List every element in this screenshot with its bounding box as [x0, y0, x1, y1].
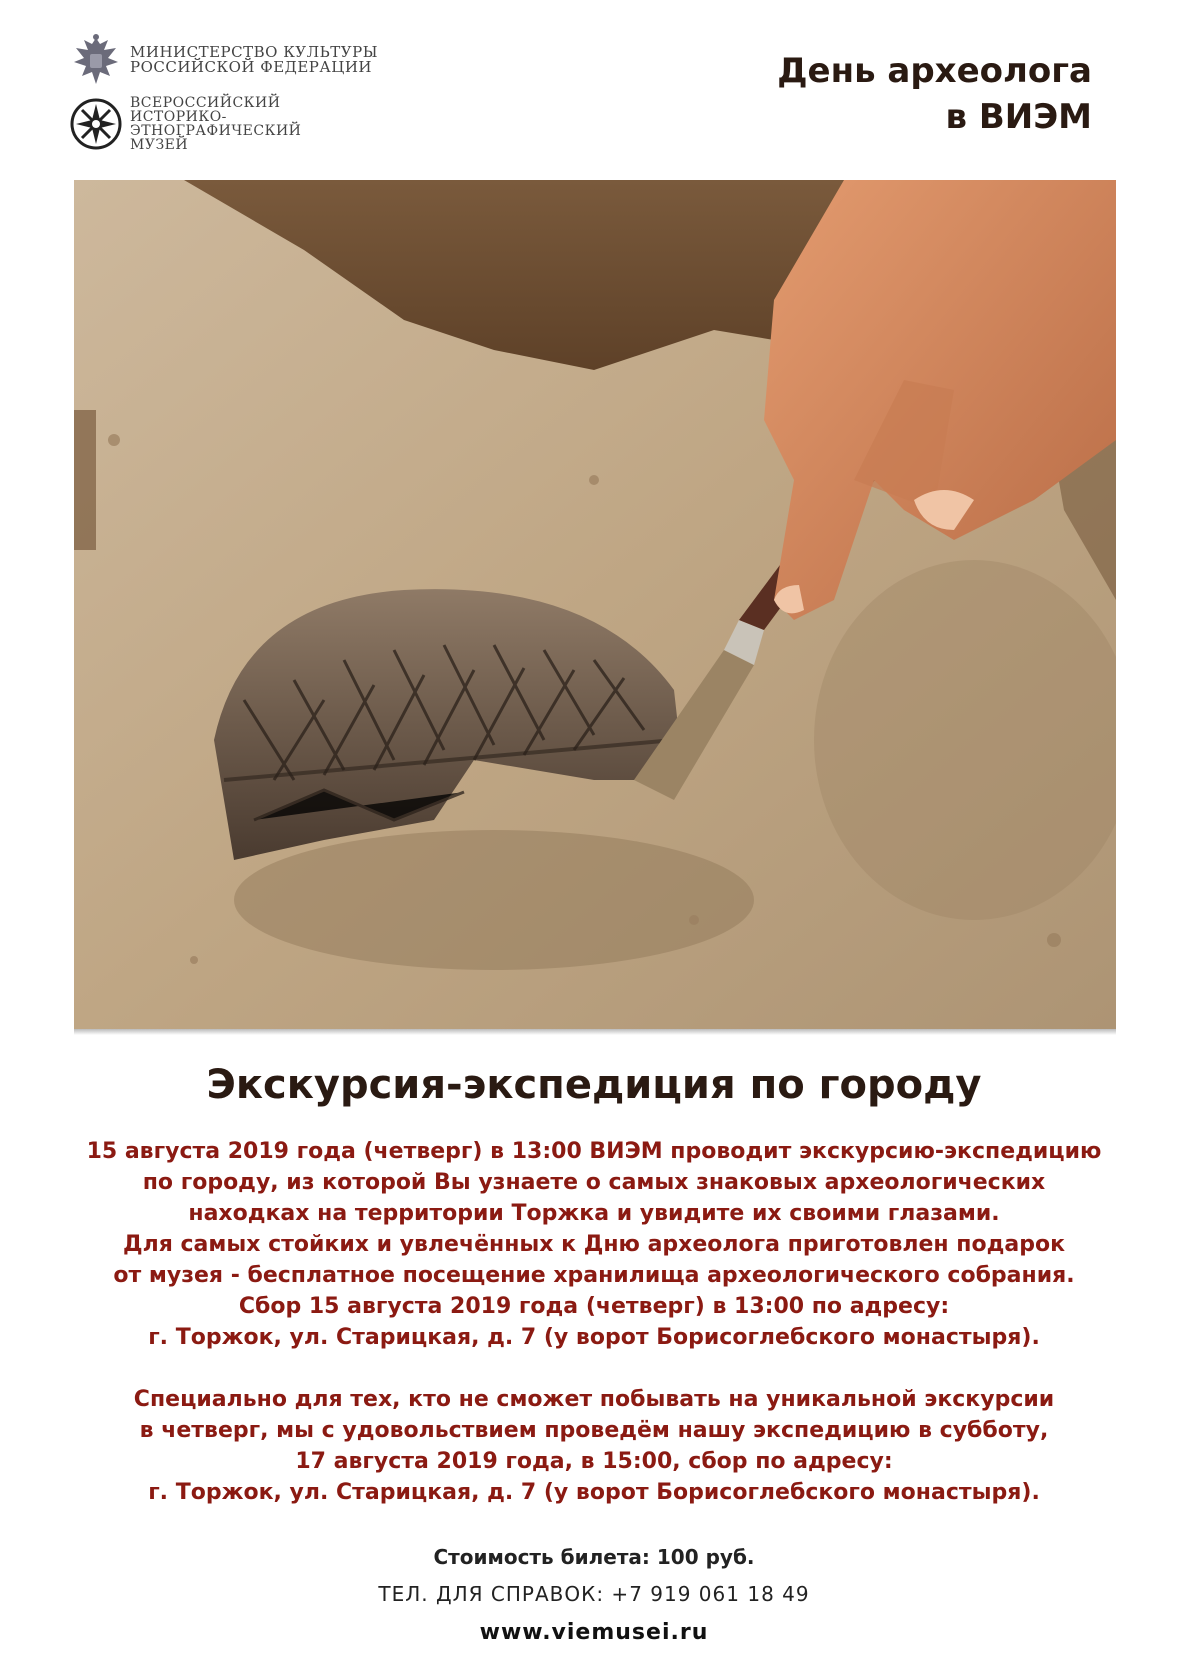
description-line: от музея - бесплатное посещение хранилища археологического собрания. [113, 1263, 1075, 1288]
ministry-name [130, 45, 378, 75]
ticket-price: Стоимость билета: 100 руб. [433, 1545, 755, 1569]
excursion-title: Экскурсия-экспедиция по городу [206, 1062, 982, 1108]
description-line: по городу, из которой Вы узнаете о самых знаковых археологических [142, 1170, 1046, 1195]
website-link[interactable]: www.viemusei.ru [479, 1620, 709, 1645]
ministry-line: МИНИСТЕРСТВО КУЛЬТУРЫ [130, 43, 378, 61]
contact-phone: ТЕЛ. ДЛЯ СПРАВОК: +7 919 061 18 49 [378, 1582, 810, 1606]
saturday-description [40, 1384, 1148, 1508]
star-rosette-icon [70, 98, 122, 150]
description-line: 15 августа 2019 года (четверг) в 13:00 ВИЭМ проводит экскурсию-экспедицию [86, 1139, 1102, 1164]
museum-line: ВСЕРОССИЙСКИЙ [130, 95, 281, 111]
museum-line: ИСТОРИКО- [130, 109, 227, 125]
description-line: в четверг, мы с удовольствием проведём нашу экспедицию в субботу, [139, 1418, 1049, 1443]
archaeology-photo [74, 180, 1116, 1029]
description-line: Сбор 15 августа 2019 года (четверг) в 13:00 по адресу: [238, 1294, 950, 1319]
description-line: г. Торжок, ул. Старицкая, д. 7 (у ворот Борисоглебского монастыря). [148, 1325, 1040, 1350]
description-line: Специально для тех, кто не сможет побывать на уникальной экскурсии [133, 1387, 1055, 1412]
ministry-logo [70, 32, 378, 88]
ministry-line: РОССИЙСКОЙ ФЕДЕРАЦИИ [130, 58, 372, 76]
description-line: 17 августа 2019 года, в 15:00, сбор по адресу: [295, 1449, 893, 1474]
photo-shadow [74, 1029, 1116, 1035]
excursion-description [40, 1136, 1148, 1353]
museum-logo [70, 96, 301, 152]
description-line: Для самых стойких и увлечённых к Дню археолога приготовлен подарок [122, 1232, 1065, 1257]
event-title-line: День археолога [777, 51, 1092, 91]
museum-line: МУЗЕЙ [130, 137, 189, 153]
eagle-emblem-icon [70, 32, 122, 88]
description-line: находках на территории Торжка и увидите их своими глазами. [188, 1201, 1000, 1226]
museum-line: ЭТНОГРАФИЧЕСКИЙ [130, 123, 302, 139]
event-title-line: в ВИЭМ [945, 97, 1092, 137]
description-line: г. Торжок, ул. Старицкая, д. 7 (у ворот Борисоглебского монастыря). [148, 1480, 1040, 1505]
museum-name [130, 96, 301, 152]
event-title [777, 48, 1092, 140]
archaeology-photo-icon [74, 180, 1116, 1029]
